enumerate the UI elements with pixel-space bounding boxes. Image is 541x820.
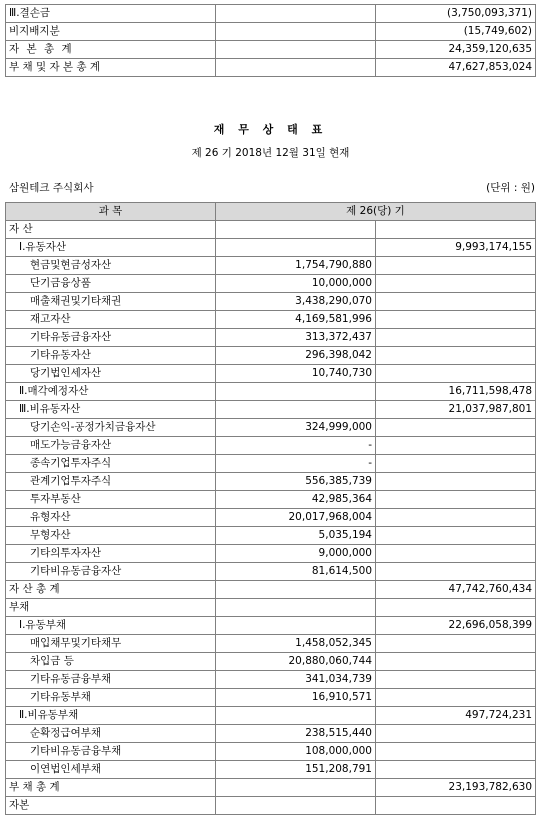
row-label: 단기금융상품 — [6, 275, 216, 293]
row-label: Ⅲ.비유동자산 — [6, 401, 216, 419]
sub-amount — [216, 59, 376, 77]
table-row — [6, 383, 536, 401]
row-label: Ⅱ.비유동부채 — [6, 707, 216, 725]
total-amount — [376, 329, 536, 347]
table-header-row — [6, 203, 536, 221]
company-name: 삼원테크 주식회사 — [9, 182, 94, 194]
sub-amount: 1,754,790,880 — [216, 257, 376, 275]
row-label: Ⅱ.매각예정자산 — [6, 383, 216, 401]
sub-amount: 324,999,000 — [216, 419, 376, 437]
row-label: 자 산 — [6, 221, 216, 239]
table-row — [6, 509, 536, 527]
total-amount: 22,696,058,399 — [376, 617, 536, 635]
table-row — [6, 221, 536, 239]
row-label: 자본 — [6, 797, 216, 815]
total-amount — [376, 671, 536, 689]
row-label: 자 산 총 계 — [6, 581, 216, 599]
total-amount — [376, 743, 536, 761]
total-amount — [376, 275, 536, 293]
row-label: 기타유동부채 — [6, 689, 216, 707]
table-row — [6, 599, 536, 617]
total-amount — [376, 311, 536, 329]
table-row — [6, 725, 536, 743]
sub-amount: 108,000,000 — [216, 743, 376, 761]
total-amount — [376, 635, 536, 653]
total-amount: 21,037,987,801 — [376, 401, 536, 419]
table-row — [6, 671, 536, 689]
total-amount — [376, 545, 536, 563]
row-label: 순확정급여부채 — [6, 725, 216, 743]
total-amount — [376, 437, 536, 455]
sub-amount — [216, 41, 376, 59]
row-label: 무형자산 — [6, 527, 216, 545]
table-row — [6, 347, 536, 365]
row-label: 기타유동금융부채 — [6, 671, 216, 689]
row-label: 기타의투자자산 — [6, 545, 216, 563]
total-amount — [376, 509, 536, 527]
sub-amount: 556,385,739 — [216, 473, 376, 491]
sub-amount — [216, 599, 376, 617]
total-amount — [376, 455, 536, 473]
table-row — [6, 419, 536, 437]
sub-amount: 20,017,968,004 — [216, 509, 376, 527]
sub-amount: 9,000,000 — [216, 545, 376, 563]
table-row — [6, 23, 536, 41]
total-amount: 16,711,598,478 — [376, 383, 536, 401]
table-row — [6, 365, 536, 383]
total-amount — [376, 347, 536, 365]
sub-amount: 151,208,791 — [216, 761, 376, 779]
document-title: 재 무 상 태 표 — [213, 123, 328, 136]
total-amount — [376, 491, 536, 509]
total-amount — [376, 599, 536, 617]
row-label: 당기법인세자산 — [6, 365, 216, 383]
sub-amount — [216, 581, 376, 599]
total-amount — [376, 419, 536, 437]
row-label: 매입채무및기타채무 — [6, 635, 216, 653]
table-row — [6, 545, 536, 563]
sub-amount: 3,438,290,070 — [216, 293, 376, 311]
sub-amount: 238,515,440 — [216, 725, 376, 743]
row-label: 부 채 총 계 — [6, 779, 216, 797]
total-amount — [376, 293, 536, 311]
sub-amount: 313,372,437 — [216, 329, 376, 347]
row-label: 기타유동자산 — [6, 347, 216, 365]
table-row — [6, 257, 536, 275]
table-row — [6, 401, 536, 419]
table-row — [6, 275, 536, 293]
row-label: Ⅲ.결손금 — [6, 5, 216, 23]
row-label: 유형자산 — [6, 509, 216, 527]
sub-amount: 1,458,052,345 — [216, 635, 376, 653]
table-row — [6, 689, 536, 707]
document-period: 제 26 기 2018년 12월 31일 현재 — [191, 147, 350, 159]
total-amount — [376, 689, 536, 707]
total-amount: (15,749,602) — [376, 23, 536, 41]
row-label: 차입금 등 — [6, 653, 216, 671]
total-amount — [376, 761, 536, 779]
top-summary-table — [5, 4, 536, 77]
row-label: 기타비유동금융자산 — [6, 563, 216, 581]
total-amount: 47,627,853,024 — [376, 59, 536, 77]
table-row — [6, 491, 536, 509]
row-label: 종속기업투자주식 — [6, 455, 216, 473]
table-row — [6, 743, 536, 761]
row-label: 부 채 및 자 본 총 계 — [6, 59, 216, 77]
row-label: 매출채권및기타채권 — [6, 293, 216, 311]
sub-amount — [216, 383, 376, 401]
table-row — [6, 437, 536, 455]
sub-amount — [216, 779, 376, 797]
sub-amount — [216, 221, 376, 239]
table-row — [6, 635, 536, 653]
total-amount: 24,359,120,635 — [376, 41, 536, 59]
table-row — [6, 473, 536, 491]
row-label: 이연법인세부채 — [6, 761, 216, 779]
row-label: Ⅰ.유동부채 — [6, 617, 216, 635]
table-row — [6, 527, 536, 545]
row-label: Ⅰ.유동자산 — [6, 239, 216, 257]
sub-amount: 4,169,581,996 — [216, 311, 376, 329]
sub-amount — [216, 617, 376, 635]
table-row — [6, 329, 536, 347]
sub-amount — [216, 239, 376, 257]
total-amount: (3,750,093,371) — [376, 5, 536, 23]
table-row — [6, 311, 536, 329]
row-label: 부채 — [6, 599, 216, 617]
row-label: 당기손익-공정가치금융자산 — [6, 419, 216, 437]
sub-amount: 10,740,730 — [216, 365, 376, 383]
table-row — [6, 563, 536, 581]
sub-amount: 16,910,571 — [216, 689, 376, 707]
total-amount: 497,724,231 — [376, 707, 536, 725]
total-amount — [376, 725, 536, 743]
sub-amount: - — [216, 455, 376, 473]
table-row — [6, 581, 536, 599]
sub-amount: 42,985,364 — [216, 491, 376, 509]
table-row — [6, 59, 536, 77]
sub-amount — [216, 5, 376, 23]
table-row — [6, 455, 536, 473]
sub-amount: 81,614,500 — [216, 563, 376, 581]
total-amount: 47,742,760,434 — [376, 581, 536, 599]
sub-amount: 296,398,042 — [216, 347, 376, 365]
total-amount: 9,993,174,155 — [376, 239, 536, 257]
row-label: 기타비유동금융부채 — [6, 743, 216, 761]
table-row — [6, 779, 536, 797]
row-label: 자 본 총 계 — [6, 41, 216, 59]
sub-amount — [216, 401, 376, 419]
total-amount: 23,193,782,630 — [376, 779, 536, 797]
table-row — [6, 41, 536, 59]
balance-sheet-table — [5, 202, 536, 815]
unit-label: (단위 : 원) — [486, 182, 535, 194]
table-row — [6, 707, 536, 725]
sub-amount: - — [216, 437, 376, 455]
total-amount — [376, 365, 536, 383]
row-label: 비지배지분 — [6, 23, 216, 41]
row-label: 매도가능금융자산 — [6, 437, 216, 455]
sub-amount — [216, 707, 376, 725]
table-row — [6, 653, 536, 671]
table-row — [6, 617, 536, 635]
total-amount — [376, 221, 536, 239]
header-period: 제 26(당) 기 — [216, 203, 536, 221]
table-body — [6, 221, 536, 815]
sub-amount: 5,035,194 — [216, 527, 376, 545]
row-label: 투자부동산 — [6, 491, 216, 509]
row-label: 기타유동금융자산 — [6, 329, 216, 347]
total-amount — [376, 797, 536, 815]
sub-amount: 10,000,000 — [216, 275, 376, 293]
row-label: 재고자산 — [6, 311, 216, 329]
total-amount — [376, 257, 536, 275]
total-amount — [376, 653, 536, 671]
table-row — [6, 5, 536, 23]
total-amount — [376, 527, 536, 545]
row-label: 관계기업투자주식 — [6, 473, 216, 491]
total-amount — [376, 473, 536, 491]
sub-amount — [216, 23, 376, 41]
sub-amount: 341,034,739 — [216, 671, 376, 689]
row-label: 현금및현금성자산 — [6, 257, 216, 275]
table-row — [6, 761, 536, 779]
header-item: 과 목 — [6, 203, 216, 221]
sub-amount: 20,880,060,744 — [216, 653, 376, 671]
table-row — [6, 797, 536, 815]
table-row — [6, 293, 536, 311]
total-amount — [376, 563, 536, 581]
table-row — [6, 239, 536, 257]
sub-amount — [216, 797, 376, 815]
